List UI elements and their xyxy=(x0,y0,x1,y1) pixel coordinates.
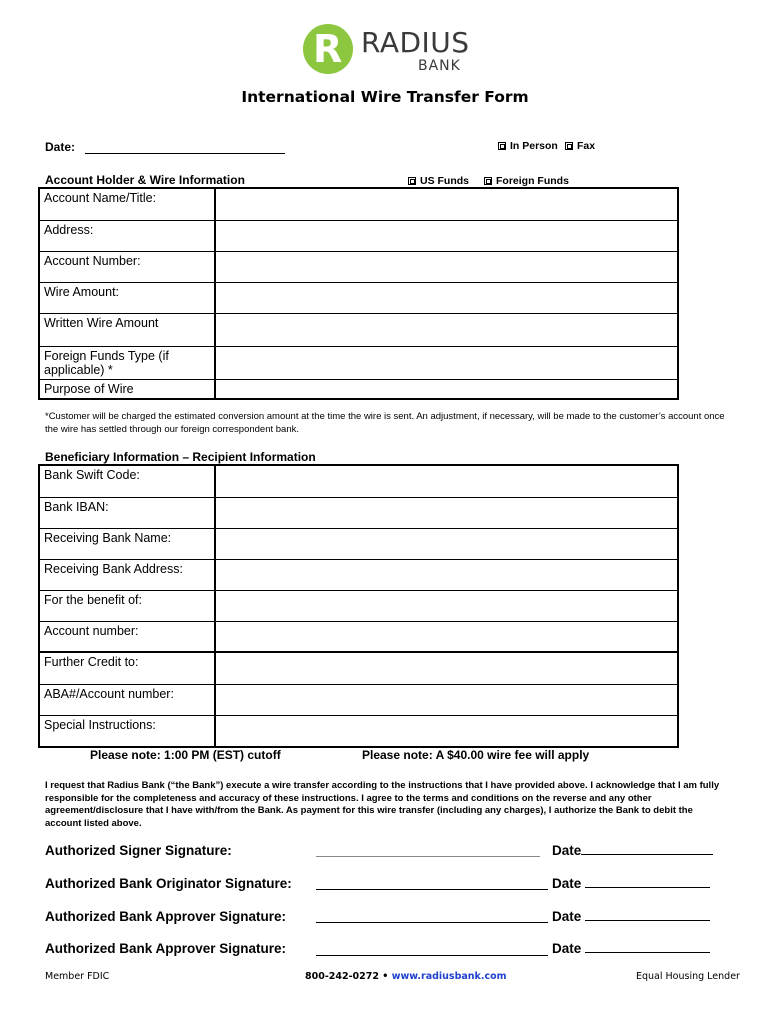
footer-phone: 800-242-0272 • xyxy=(305,971,389,982)
signature-line[interactable] xyxy=(316,856,540,857)
row-input[interactable] xyxy=(215,188,678,220)
signature-date[interactable]: Date xyxy=(552,909,710,924)
us-funds-checkbox[interactable]: US Funds xyxy=(408,175,469,187)
row-input[interactable] xyxy=(215,282,678,313)
beneficiary-section-heading: Beneficiary Information – Recipient Information xyxy=(45,450,316,464)
row-label: Special Instructions: xyxy=(39,715,215,747)
logo-sub: BANK xyxy=(418,58,461,74)
conversion-note: *Customer will be charged the estimated conversion amount at the time the wire is sent. An adjustment, if necessary, will be made to the customer’s account once the wire has settled through our foreign correspondent bank. xyxy=(45,411,725,435)
row-input[interactable] xyxy=(215,590,678,621)
cutoff-note: Please note: 1:00 PM (EST) cutoff xyxy=(90,748,281,762)
signature-line[interactable] xyxy=(316,889,548,890)
checkbox-icon[interactable] xyxy=(408,177,416,185)
table-row xyxy=(39,379,678,399)
row-label: Address: xyxy=(39,220,215,251)
page-title: International Wire Transfer Form xyxy=(241,88,529,106)
table-row xyxy=(39,465,678,497)
row-input[interactable] xyxy=(215,559,678,590)
table-row xyxy=(39,652,678,684)
table-row xyxy=(39,282,678,313)
row-label: Account number: xyxy=(39,621,215,652)
beneficiary-table xyxy=(38,464,679,748)
row-label: Bank IBAN: xyxy=(39,497,215,528)
radius-logo-icon: R xyxy=(303,24,353,74)
row-label: Receiving Bank Address: xyxy=(39,559,215,590)
row-input[interactable] xyxy=(215,715,678,747)
checkbox-icon[interactable] xyxy=(484,177,492,185)
row-input[interactable] xyxy=(215,379,678,399)
checkbox-icon[interactable] xyxy=(565,142,573,150)
account-section-heading: Account Holder & Wire Information xyxy=(45,173,245,187)
footer-contact xyxy=(305,971,507,982)
footer-equal-housing: Equal Housing Lender xyxy=(636,971,740,982)
row-label: ABA#/Account number: xyxy=(39,684,215,715)
row-label: Written Wire Amount xyxy=(39,313,215,346)
row-label: Account Name/Title: xyxy=(39,188,215,220)
signature-date[interactable]: Date xyxy=(552,941,710,956)
date-field[interactable] xyxy=(45,140,285,154)
row-label: Further Credit to: xyxy=(39,652,215,684)
in-person-checkbox[interactable]: In Person xyxy=(498,140,558,152)
signature-line[interactable] xyxy=(316,955,548,956)
table-row xyxy=(39,715,678,747)
table-row xyxy=(39,559,678,590)
table-row xyxy=(39,346,678,379)
signature-label: Authorized Signer Signature: xyxy=(45,843,232,858)
footer-member-fdic: Member FDIC xyxy=(45,971,110,982)
account-table xyxy=(38,187,679,400)
table-row xyxy=(39,188,678,220)
row-input[interactable] xyxy=(215,346,678,379)
signature-date[interactable]: Date xyxy=(552,843,713,858)
row-input[interactable] xyxy=(215,621,678,652)
row-label: Foreign Funds Type (if applicable) * xyxy=(39,346,215,379)
foreign-funds-checkbox[interactable]: Foreign Funds xyxy=(484,175,569,187)
table-row xyxy=(39,251,678,282)
row-label: Purpose of Wire xyxy=(39,379,215,399)
table-row xyxy=(39,313,678,346)
authorization-text: I request that Radius Bank (“the Bank”) execute a wire transfer according to the instructions that I have provided above. I acknowledge that I am fully responsible for the completeness and accuracy of these instructions. I agree to the terms and conditions on the reverse and any other agreement/disclosure that I have with/from the Bank. As payment for this wire transfer (including any charges), I authorize the Bank to debit the account listed above. xyxy=(45,780,720,829)
signature-line[interactable] xyxy=(316,922,548,923)
signature-label: Authorized Bank Approver Signature: xyxy=(45,941,287,956)
table-row xyxy=(39,621,678,652)
row-label: Receiving Bank Name: xyxy=(39,528,215,559)
signature-label: Authorized Bank Approver Signature: xyxy=(45,909,287,924)
radius-bank-logo xyxy=(303,24,473,76)
date-blank[interactable] xyxy=(85,142,285,154)
signature-label: Authorized Bank Originator Signature: xyxy=(45,876,292,891)
fax-checkbox[interactable]: Fax xyxy=(565,140,595,152)
logo-name: RADIUS xyxy=(361,26,470,59)
table-row xyxy=(39,220,678,251)
fee-note: Please note: A $40.00 wire fee will apply xyxy=(362,748,590,762)
checkbox-icon[interactable] xyxy=(498,142,506,150)
row-input[interactable] xyxy=(215,684,678,715)
table-row xyxy=(39,497,678,528)
table-row xyxy=(39,684,678,715)
date-label: Date: xyxy=(45,140,76,154)
row-label: Bank Swift Code: xyxy=(39,465,215,497)
table-row xyxy=(39,528,678,559)
row-input[interactable] xyxy=(215,220,678,251)
row-input[interactable] xyxy=(215,497,678,528)
row-input[interactable] xyxy=(215,313,678,346)
row-input[interactable] xyxy=(215,652,678,684)
row-input[interactable] xyxy=(215,465,678,497)
signature-date[interactable]: Date xyxy=(552,876,710,891)
row-label: Account Number: xyxy=(39,251,215,282)
row-label: For the benefit of: xyxy=(39,590,215,621)
row-input[interactable] xyxy=(215,528,678,559)
row-input[interactable] xyxy=(215,251,678,282)
row-label: Wire Amount: xyxy=(39,282,215,313)
table-row xyxy=(39,590,678,621)
footer-website-link[interactable]: www.radiusbank.com xyxy=(391,971,507,982)
